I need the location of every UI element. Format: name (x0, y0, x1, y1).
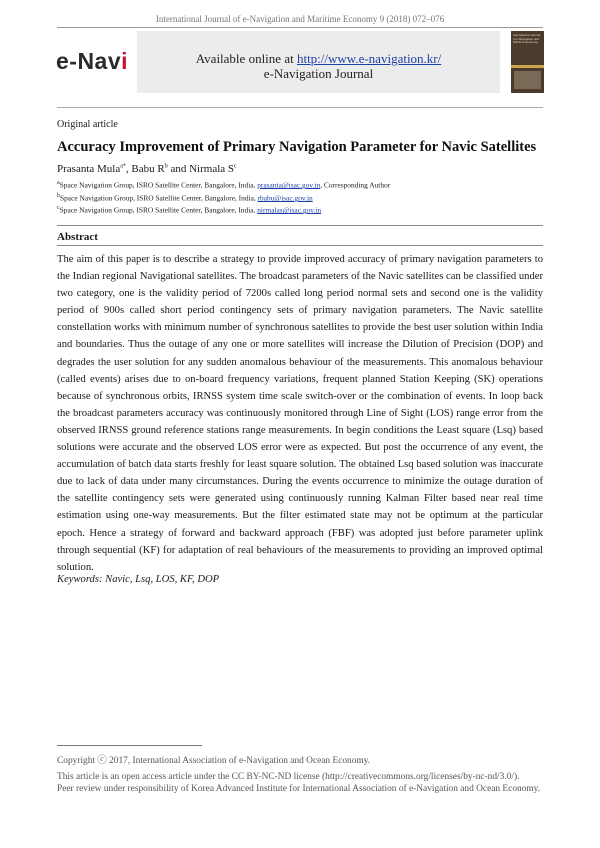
affiliation-text: Space Navigation Group, ISRO Satellite Center, Bangalore, India, (60, 193, 258, 203)
author-name: Babu R (131, 163, 165, 175)
affiliation-superscript: b (57, 193, 60, 199)
available-prefix: Available online at (195, 51, 297, 66)
author-superscript: c (234, 163, 237, 170)
affiliation-text: Space Navigation Group, ISRO Satellite Center, Bangalore, India, (59, 180, 258, 190)
affiliation-c (57, 205, 321, 214)
journal-logo (56, 48, 128, 75)
journal-name: e-Navigation Journal (263, 66, 374, 81)
abstract-heading: Abstract (57, 231, 98, 243)
author-list: Prasanta Mula$^{a*}$, Babu $R^b$ and Nirmala $S^c$ (57, 163, 237, 175)
availability-banner (137, 31, 500, 93)
article-title: Accuracy Improvement of Primary Navigation Parameter for Navic Satellites (57, 139, 537, 155)
email-link[interactable]: prasanta@isac.gov.in (257, 180, 321, 190)
available-online-line (137, 51, 500, 67)
abstract-heading-divider (57, 245, 543, 246)
affiliation-text: Space Navigation Group, ISRO Satellite Center, Bangalore, India, (59, 205, 258, 215)
journal-cover-thumbnail (511, 31, 544, 93)
abstract-body: The aim of this paper is to describe a strategy to provide improved accuracy of primary navigation parameters to the Indian regional Navigational satellites. The broadcast parameters of the Navic satellites can be classified under two category, one is the validity period of 7200s called long period normal sets and second one is the validity period of 900s called short period contingency sets of primary navigation parameters. The Navic satellite constellation works with minimum number of synchronous satellites to provide the best user solution within India and boundaries. Thus the outage of any one or more satellites will increase the Dilution of Precision (DOP) and degrades the user solution for any sudden anomalous behaviour of the measurements. This anomalous behaviour (called events) arises due to on-board frequency variations, frequent planned Station Keeping (SK) operations because of synchronous orbits, IRNSS system time scale switch-over or the combination of events. In loop back the broadcast parameters accuracy was continuously monitored through Line of Sight (LOS) range error from the observed IRNSS ground reference stations range measurements. In begin conditions the Least square (Lsq) based solutions were accurate and the observed LOS error were as expected. But post the occurrence of any event, the accumulation of batch data starts freshly for least square solution. The obtained Lsq based solution was inaccurate due to lack of data under many circumstances. During the events occurrence to minimize the outage duration of the satellite contingency sets were generated using continuously running Kalman Filter based near real time estimation using one-way measurements. But the filter estimated state may not be optimum at the particular epoch. Hence a strategy of forward and backward approach (FBF) was adopted just before parameter uplink through sequential (KF) for adaptation of real behaviours of the measurements to providing an improved optimal solution. (57, 254, 543, 573)
footnote (57, 755, 547, 796)
cover-image (514, 71, 541, 89)
affiliation-superscript: c (57, 205, 60, 211)
abstract-top-divider (57, 225, 543, 226)
author-name: Nirmala S (189, 163, 235, 175)
peer-review-notice: Peer review under responsibility of Korea Advanced Institute for International Association of e-Navigation and Ocean Economy. (57, 784, 541, 795)
footnote-divider (57, 745, 202, 746)
logo-accent-letter: i (121, 48, 129, 74)
cover-title: International Journal of e-Navigation and Maritime Economy (513, 33, 541, 45)
journal-url-link[interactable]: http://www.e-navigation.kr/ (296, 51, 442, 66)
email-link[interactable]: nirmalas@isac.gov.in (257, 205, 322, 215)
header-bottom-divider (57, 107, 543, 108)
author-superscript: b (164, 163, 168, 170)
author-name: Prasanta Mula (57, 163, 121, 175)
article-type: Original article (57, 119, 118, 130)
author-superscript: a* (120, 163, 126, 170)
affiliation-b (57, 193, 313, 202)
license-notice: This article is an open access article under the CC BY-NC-ND license (http://creativecommons.org/licenses/by-nc-nd/3.0/). (57, 772, 520, 783)
journal-citation-line: International Journal of e-Navigation and Maritime Economy 9 (2018) 072–076 (155, 14, 445, 24)
logo-text: e-Navi (56, 48, 129, 74)
cover-band (511, 65, 544, 68)
keywords: Keywords: Navic, Lsq, LOS, KF, DOP (57, 574, 220, 585)
affiliation-a (57, 180, 390, 189)
header-divider (57, 27, 543, 28)
affiliation-suffix: , Corresponding Author (320, 180, 391, 190)
affiliation-superscript: a (57, 180, 60, 186)
email-link[interactable]: rbabu@isac.gov.in (257, 193, 313, 203)
copyright-notice: Copyright ⓒ 2017, International Association of e-Navigation and Ocean Economy. (57, 756, 371, 766)
